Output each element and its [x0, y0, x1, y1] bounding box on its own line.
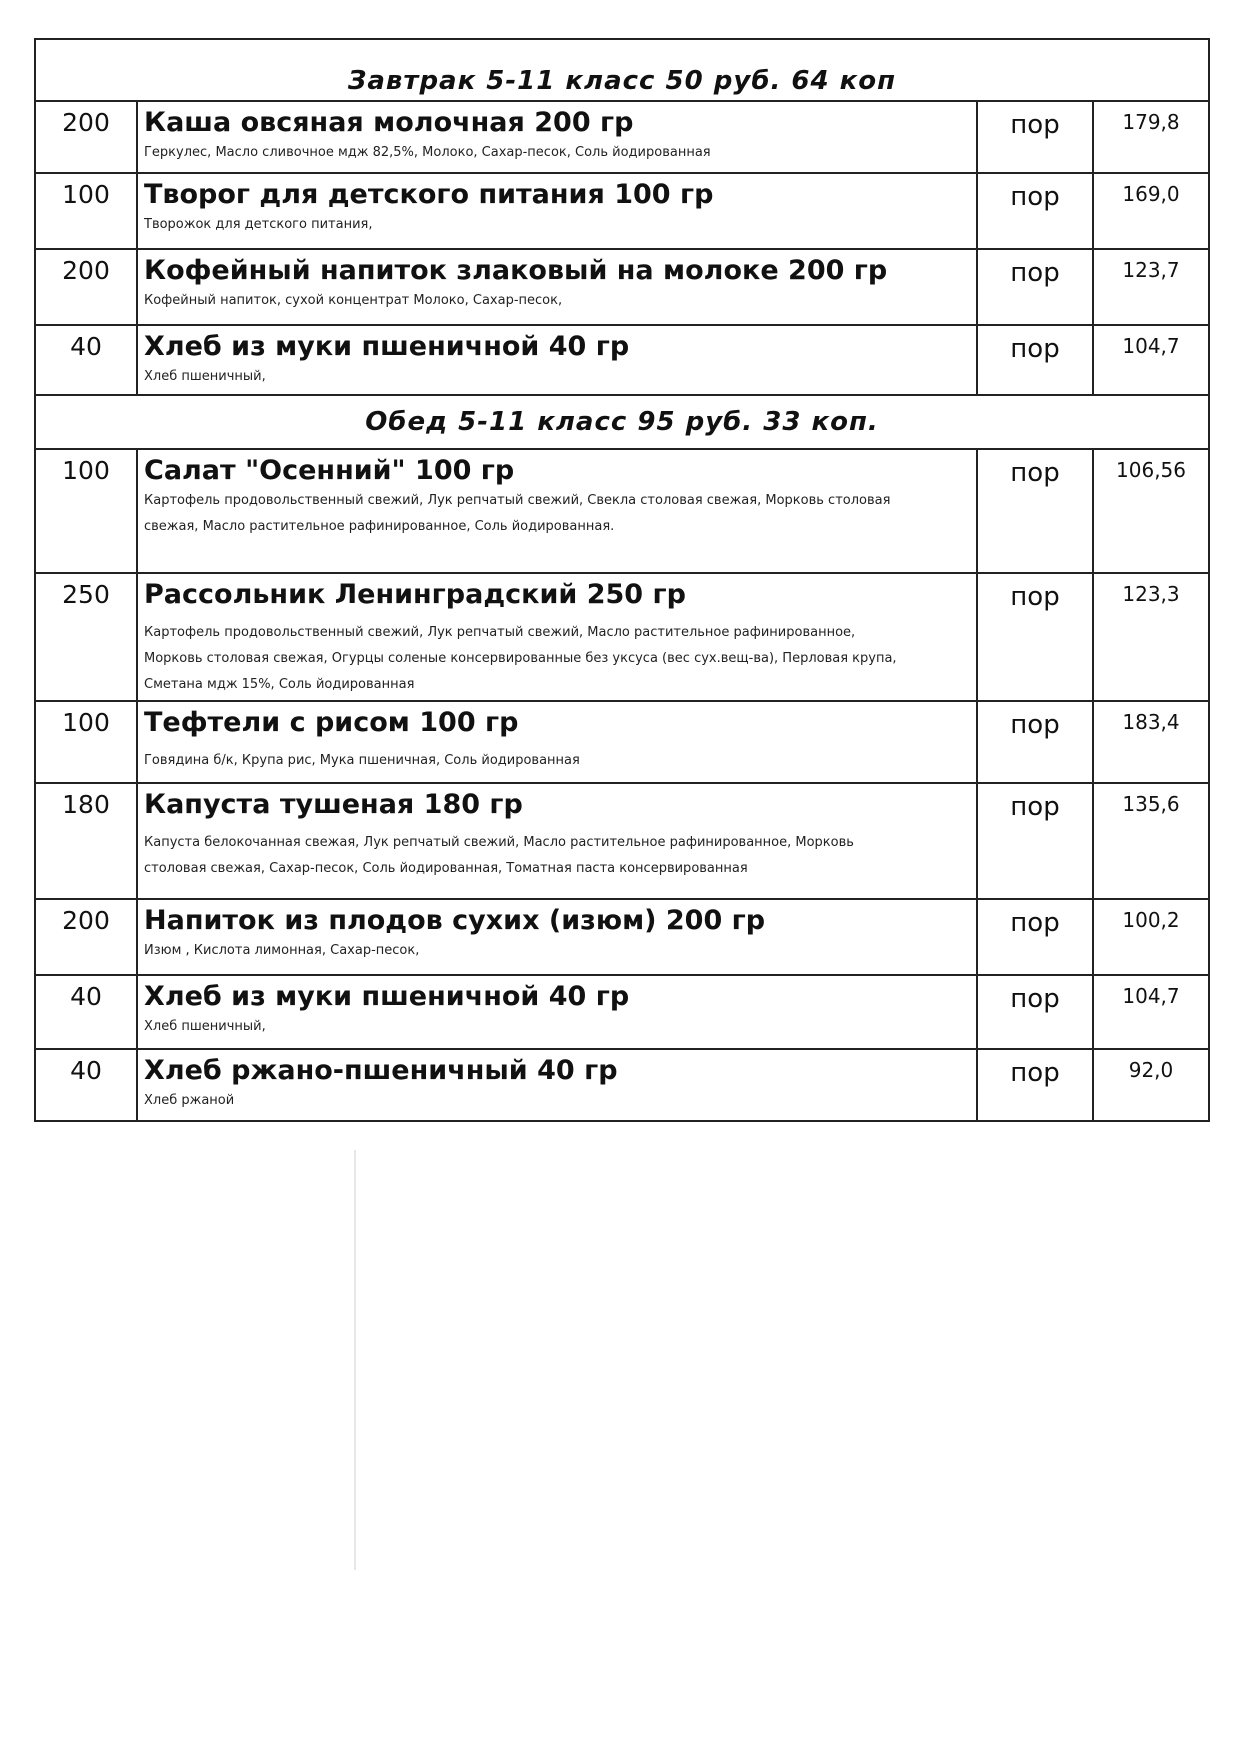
portion-weight: 100: [35, 701, 137, 783]
menu-table: [34, 38, 1210, 1122]
portion-weight: 250: [35, 573, 137, 701]
serving-unit: пор: [977, 173, 1093, 249]
menu-row: [35, 783, 1209, 899]
portion-weight: 40: [35, 1049, 137, 1121]
scan-artifact: [354, 1150, 356, 1570]
menu-row: [35, 249, 1209, 325]
portion-weight: 200: [35, 899, 137, 975]
serving-unit: пор: [977, 975, 1093, 1049]
portion-weight: 180: [35, 783, 137, 899]
dish-name: Хлеб из муки пшеничной 40 гр: [144, 981, 630, 1012]
dish-name: Хлеб из муки пшеничной 40 гр: [144, 331, 630, 362]
dish-cell: [137, 101, 977, 173]
dish-ingredients: Творожок для детского питания,: [144, 217, 373, 232]
dish-name: Салат "Осенний" 100 гр: [144, 455, 515, 486]
dish-ingredients: Говядина б/к, Крупа рис, Мука пшеничная, Соль йодированная: [144, 753, 580, 768]
menu-row: [35, 899, 1209, 975]
dish-name: Напиток из плодов сухих (изюм) 200 гр: [144, 905, 766, 936]
dish-cell: [137, 701, 977, 783]
serving-unit: пор: [977, 449, 1093, 573]
serving-unit: пор: [977, 899, 1093, 975]
portion-weight: 200: [35, 249, 137, 325]
energy-value: 135,6: [1093, 783, 1209, 899]
portion-weight: 40: [35, 975, 137, 1049]
dish-ingredients: Хлеб пшеничный,: [144, 369, 266, 384]
dish-name: Капуста тушеная 180 гр: [144, 789, 523, 820]
energy-value: 92,0: [1093, 1049, 1209, 1121]
portion-weight: 100: [35, 173, 137, 249]
dish-cell: [137, 573, 977, 701]
serving-unit: пор: [977, 573, 1093, 701]
energy-value: 104,7: [1093, 325, 1209, 395]
lunch-header-row: [35, 395, 1209, 449]
dish-cell: [137, 249, 977, 325]
dish-name: Кофейный напиток злаковый на молоке 200 гр: [144, 255, 888, 286]
energy-value: 169,0: [1093, 173, 1209, 249]
dish-cell: [137, 1049, 977, 1121]
portion-weight: 40: [35, 325, 137, 395]
dish-name: Каша овсяная молочная 200 гр: [144, 107, 634, 138]
energy-value: 104,7: [1093, 975, 1209, 1049]
menu-sheet: [34, 38, 1208, 1122]
dish-ingredients: Изюм , Кислота лимонная, Сахар-песок,: [144, 943, 420, 958]
dish-ingredients: Хлеб пшеничный,: [144, 1019, 266, 1034]
energy-value: 106,56: [1093, 449, 1209, 573]
dish-ingredients-line: Сметана мдж 15%, Соль йодированная: [144, 677, 415, 692]
energy-value: 183,4: [1093, 701, 1209, 783]
energy-value: 179,8: [1093, 101, 1209, 173]
dish-name: Творог для детского питания 100 гр: [144, 179, 714, 210]
dish-cell: [137, 899, 977, 975]
serving-unit: пор: [977, 325, 1093, 395]
energy-value: 123,7: [1093, 249, 1209, 325]
dish-cell: [137, 325, 977, 395]
dish-cell: [137, 173, 977, 249]
energy-value: 123,3: [1093, 573, 1209, 701]
menu-row: [35, 173, 1209, 249]
energy-value: 100,2: [1093, 899, 1209, 975]
dish-ingredients-line: Картофель продовольственный свежий, Лук репчатый свежий, Свекла столовая свежая, Морковь столовая: [144, 493, 891, 508]
breakfast-title: Завтрак 5-11 класс 50 руб. 64 коп: [35, 39, 1209, 101]
lunch-title: Обед 5-11 класс 95 руб. 33 коп.: [35, 395, 1209, 449]
dish-ingredients: Геркулес, Масло сливочное мдж 82,5%, Молоко, Сахар-песок, Соль йодированная: [144, 145, 711, 160]
dish-ingredients-line: Морковь столовая свежая, Огурцы соленые консервированные без уксуса (вес сух.вещ-ва), Перловая крупа,: [144, 651, 897, 666]
menu-row: [35, 701, 1209, 783]
dish-cell: [137, 449, 977, 573]
serving-unit: пор: [977, 783, 1093, 899]
serving-unit: пор: [977, 1049, 1093, 1121]
menu-row: [35, 325, 1209, 395]
menu-row: [35, 101, 1209, 173]
dish-name: Тефтели с рисом 100 гр: [144, 707, 519, 738]
serving-unit: пор: [977, 249, 1093, 325]
portion-weight: 100: [35, 449, 137, 573]
portion-weight: 200: [35, 101, 137, 173]
dish-name: Рассольник Ленинградский 250 гр: [144, 579, 686, 610]
dish-ingredients-line: Капуста белокочанная свежая, Лук репчатый свежий, Масло растительное рафинированное, Морковь: [144, 835, 854, 850]
dish-ingredients-line: Картофель продовольственный свежий, Лук репчатый свежий, Масло растительное рафинированное,: [144, 625, 856, 640]
dish-cell: [137, 783, 977, 899]
menu-row: [35, 449, 1209, 573]
menu-row: [35, 1049, 1209, 1121]
dish-ingredients-line: столовая свежая, Сахар-песок, Соль йодированная, Томатная паста консервированная: [144, 861, 748, 876]
dish-ingredients: Кофейный напиток, сухой концентрат Молоко, Сахар-песок,: [144, 293, 563, 308]
dish-ingredients: Хлеб ржаной: [144, 1093, 235, 1108]
serving-unit: пор: [977, 101, 1093, 173]
menu-row: [35, 573, 1209, 701]
dish-cell: [137, 975, 977, 1049]
breakfast-header-row: [35, 39, 1209, 101]
dish-name: Хлеб ржано-пшеничный 40 гр: [144, 1055, 618, 1086]
dish-ingredients-line: свежая, Масло растительное рафинированное, Соль йодированная.: [144, 519, 615, 534]
menu-row: [35, 975, 1209, 1049]
serving-unit: пор: [977, 701, 1093, 783]
